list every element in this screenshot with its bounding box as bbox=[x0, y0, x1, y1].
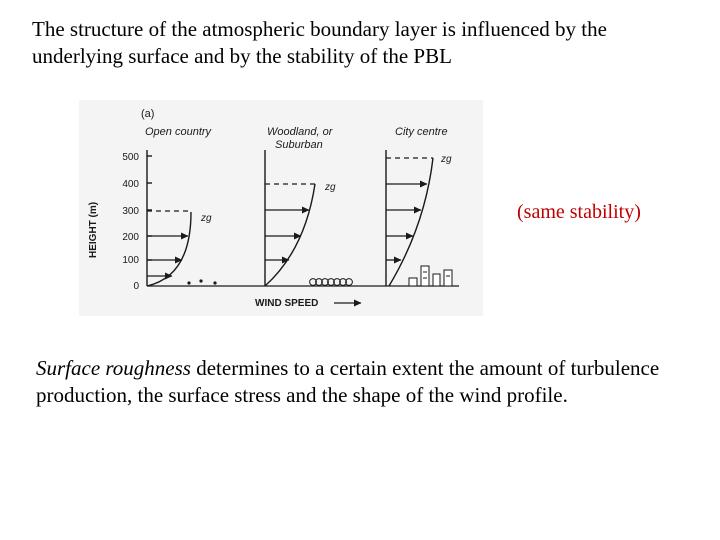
panel-2-title-line-1: Woodland, or bbox=[267, 126, 333, 138]
y-tick-200: 200 bbox=[122, 232, 139, 243]
panel-label: (a) bbox=[141, 108, 155, 120]
y-tick-0: 0 bbox=[133, 281, 139, 292]
panel-1-zg-label: zg bbox=[201, 213, 212, 224]
panel-2-zg-label: zg bbox=[325, 182, 336, 193]
open-country-surface bbox=[187, 279, 216, 284]
wind-profile-diagram bbox=[79, 100, 483, 316]
panel-2-title-line-2: Suburban bbox=[275, 139, 323, 151]
panel-1-title: Open country bbox=[145, 126, 212, 138]
wind-profile-figure bbox=[79, 100, 483, 316]
y-tick-500: 500 bbox=[122, 152, 139, 163]
y-tick-400: 400 bbox=[122, 179, 139, 190]
panel-3-zg-label: zg bbox=[441, 154, 452, 165]
y-tick-100: 100 bbox=[122, 255, 139, 266]
panel-3-title: City centre bbox=[395, 126, 448, 138]
roughness-paragraph bbox=[36, 355, 676, 409]
y-axis-label: HEIGHT (m) bbox=[88, 201, 99, 258]
panel-2-wind-profile bbox=[265, 184, 315, 286]
panel-1-wind-profile bbox=[147, 212, 191, 286]
stability-note: (same stability) bbox=[517, 201, 641, 223]
city-buildings bbox=[409, 266, 452, 286]
x-axis-label: WIND SPEED bbox=[255, 298, 319, 309]
y-tick-300: 300 bbox=[122, 206, 139, 217]
woodland-trees bbox=[310, 279, 353, 286]
roughness-emphasis: Surface roughness bbox=[36, 356, 191, 380]
intro-paragraph: The structure of the atmospheric boundary layer is influenced by the underlying surface and by the stability of the PBL bbox=[32, 17, 607, 68]
roughness-rest: determines to a certain extent the amount of turbulence production, the surface stress and the shape of the wind profile. bbox=[36, 356, 660, 407]
